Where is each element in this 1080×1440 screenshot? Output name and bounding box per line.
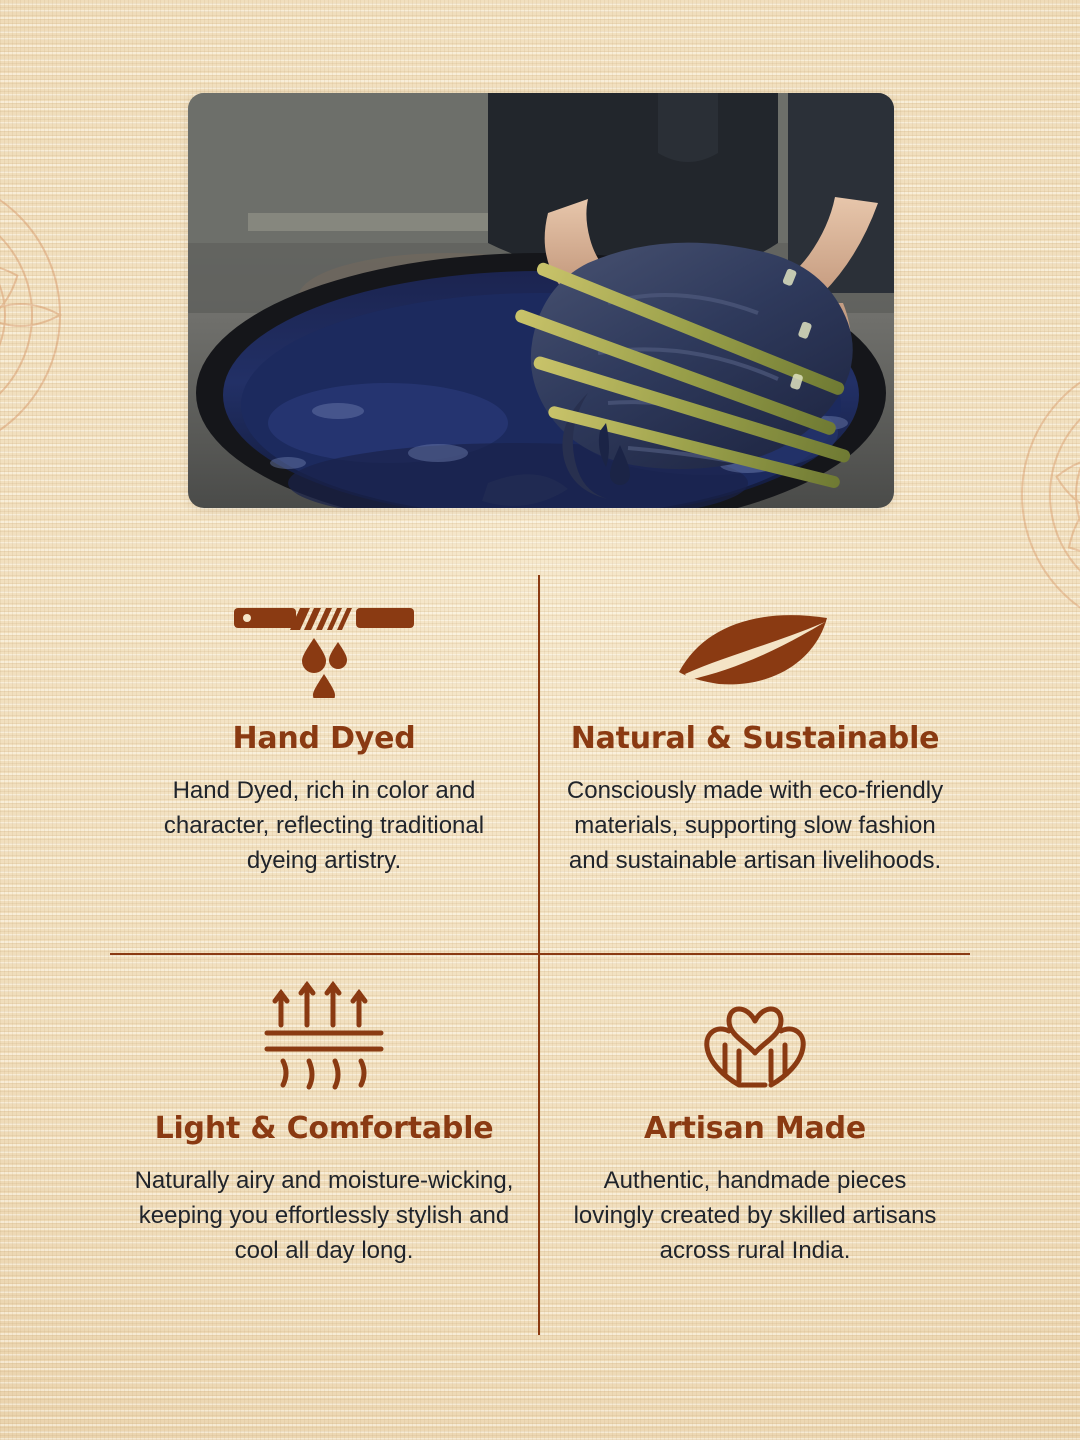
feature-grid: [110, 575, 970, 1335]
feature-card-artisan-made: [540, 955, 970, 1335]
feature-card-light-comfortable: [110, 955, 540, 1335]
feature-title: Artisan Made: [643, 1111, 867, 1146]
feature-title: Hand Dyed: [232, 721, 416, 756]
indigo-dyeing-hero-image: [188, 93, 894, 508]
feature-card-hand-dyed: [110, 575, 540, 955]
dye-brush-drops-icon: [234, 595, 414, 705]
feature-description: Authentic, handmade pieces lovingly created by skilled artisans across rural India.: [573, 1167, 937, 1264]
feature-card-natural-sustainable: [540, 575, 970, 955]
hero-illustration: [188, 93, 894, 508]
leaf-icon: [675, 595, 835, 705]
feature-description: Naturally airy and moisture-wicking, keeping you effortlessly stylish and cool all day long.: [134, 1167, 514, 1264]
hands-holding-heart-icon: [695, 975, 815, 1095]
feature-title: Natural & Sustainable: [570, 721, 940, 756]
feature-description: Consciously made with eco-friendly materials, supporting slow fashion and sustainable artisan livelihoods.: [566, 777, 944, 874]
breathable-fabric-airflow-icon: [259, 975, 389, 1095]
feature-description: Hand Dyed, rich in color and character, reflecting traditional dyeing artistry.: [163, 777, 485, 874]
feature-title: Light & Comfortable: [154, 1111, 494, 1146]
